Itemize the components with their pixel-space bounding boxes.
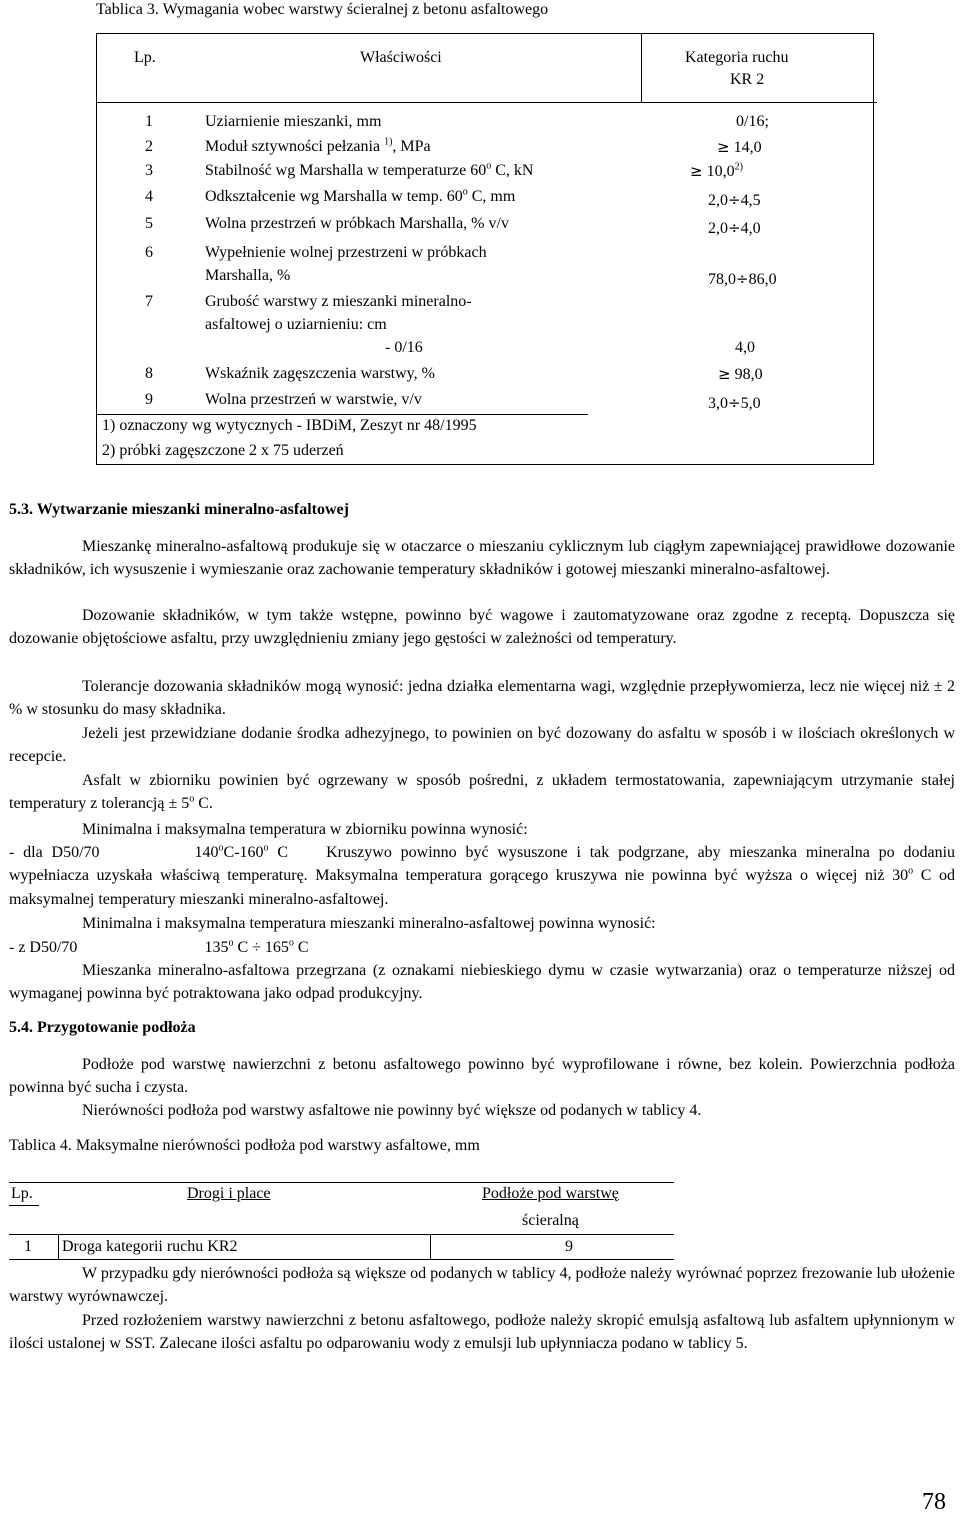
table3-row-4-prop: Odkształcenie wg Marshalla w temp. 60$^o$ C, mm bbox=[205, 186, 516, 205]
section-5-3-paragraph-8: Minimalna i maksymalna temperatura mieszanki mineralno-asfaltowej powinna wynosić: bbox=[82, 915, 656, 932]
table3-row-5-n: 5 bbox=[145, 215, 153, 232]
after-table4-paragraph-2: Przed rozłożeniem warstwy nawierzchni z betonu asfaltowego, podłoże należy skropić emulsją asfaltową lub asfaltem upłynnionym w ilości ustalonej w SST. Zalecane ilości asfaltu po odparowaniu wody z emulsji lub upłynniacza podano w tablicy 5. bbox=[9, 1312, 955, 1353]
table3-row-9-n: 9 bbox=[145, 391, 153, 408]
table3-row-7-prop-l2: asfaltowej o uziarnieniu: cm bbox=[205, 316, 387, 333]
table3-row-8-n: 8 bbox=[145, 365, 153, 382]
table3-header-properties: Właściwości bbox=[360, 49, 442, 66]
table3-row-1-prop: Uziarnienie mieszanki, mm bbox=[205, 113, 382, 130]
table3-row-4-val: 2,0÷4,5 bbox=[708, 191, 761, 209]
table3-row-9-prop: Wolna przestrzeń w warstwie, v/v bbox=[205, 391, 422, 408]
table3-footnote-rule bbox=[97, 414, 588, 415]
section-5-3-paragraph-9: - z D50/70 135$^o$ $C \div 165^o$ C bbox=[9, 937, 309, 956]
table3-row-8-prop: Wskaźnik zagęszczenia warstwy, % bbox=[205, 365, 435, 382]
table3-row-3-val: ≥ $10,0^{2)}$ bbox=[690, 161, 743, 180]
table4-caption: Tablica 4. Maksymalne nierówności podłoża pod warstwy asfaltowe, mm bbox=[9, 1137, 480, 1154]
table3-header-rule bbox=[97, 102, 877, 103]
table4-row-1-value: 9 bbox=[565, 1238, 573, 1255]
table3-caption: Tablica 3. Wymagania wobec warstwy ścieralnej z betonu asfaltowego bbox=[96, 1, 549, 18]
table4-lp-underline bbox=[9, 1205, 39, 1206]
table4-header-roads: Drogi i place bbox=[187, 1185, 271, 1202]
table3-footnote-2: 2) próbki zagęszczone 2 x 75 uderzeń bbox=[102, 442, 344, 459]
table3-row-2-prop: Moduł sztywności pełzania $^{1)}$, MPa bbox=[205, 136, 431, 155]
table3-row-8-val: ≥ 98,0 bbox=[718, 365, 763, 383]
table3-row-7-prop-l3: - 0/16 bbox=[385, 339, 423, 356]
table3-row-6-n: 6 bbox=[145, 244, 153, 261]
section-5-4-paragraph-1: Podłoże pod warstwę nawierzchni z betonu asfaltowego powinno być wyprofilowane i równe, bez kolein. Powierzchnia podłoża powinna być sucha i czysta. bbox=[9, 1056, 955, 1097]
table3-header-category-l2: KR 2 bbox=[730, 71, 765, 88]
table4-header-lp: Lp. bbox=[11, 1185, 33, 1202]
section-5-3-paragraph-5: Asfalt w zbiorniku powinien być ogrzewany w sposób pośredni, z układem termostatowania, zapewniającym utrzymanie stałej temperatury z tolerancją ± $5^o$ C. bbox=[9, 772, 955, 813]
table4-top-rule bbox=[9, 1182, 674, 1183]
section-5-3-paragraph-1: Mieszankę mineralno-asfaltową produkuje się w otaczarce o mieszaniu cyklicznym lub ciągłym zapewniającej prawidłowe dozowanie składników, ich wysuszenie i wymieszanie oraz zachowanie temperatury składników i gotowej mieszanki mineralno-asfaltowej. bbox=[9, 538, 955, 579]
table3-row-3-n: 3 bbox=[145, 162, 153, 179]
table3-header-lp: Lp. bbox=[134, 49, 156, 66]
table4-col1-divider bbox=[58, 1234, 59, 1259]
table3-row-5-prop: Wolna przestrzeń w próbkach Marshalla, % v/v bbox=[205, 215, 509, 232]
table3-header-category-l1: Kategoria ruchu bbox=[685, 49, 789, 66]
section-5-3-paragraph-3: Tolerancje dozowania składników mogą wynosić: jedna działka elementarna wagi, względnie przepływomierza, lecz nie więcej niż ± 2 % w stosunku do masy składnika. bbox=[9, 678, 955, 719]
section-5-3-paragraph-6: Minimalna i maksymalna temperatura w zbiorniku powinna wynosić: bbox=[82, 821, 528, 838]
table3-row-5-val: 2,0÷4,0 bbox=[708, 219, 761, 237]
section-5-3-paragraph-2: Dozowanie składników, w tym także wstępne, powinno być wagowe i zautomatyzowane oraz zgodne z receptą. Dopuszcza się dozowanie objętościowe asfaltu, przy uwzględnieniu zmiany jego gęstości w zależności od temperatury. bbox=[9, 607, 955, 648]
table4-col2-divider bbox=[430, 1234, 431, 1259]
after-table4-paragraph-1: W przypadku gdy nierówności podłoża są większe od podanych w tablicy 4, podłoże należy wyrównać poprzez frezowanie lub ułożenie warstwy wyrównawczej. bbox=[9, 1265, 955, 1306]
table3-footnote-1: 1) oznaczony wg wytycznych - IBDiM, Zeszyt nr 48/1995 bbox=[102, 417, 477, 434]
section-5-3-paragraph-10: Mieszanka mineralno-asfaltowa przegrzana (z oznakami niebieskiego dymu w czasie wytwarzania) oraz o temperaturze niższej od wymaganej powinna być potraktowana jako odpad produkcyjny. bbox=[9, 962, 955, 1003]
page-number: 78 bbox=[922, 1489, 946, 1515]
table4-header-base-l1: Podłoże pod warstwę bbox=[482, 1185, 619, 1202]
table4-header-rule bbox=[9, 1234, 674, 1235]
table3-row-4-n: 4 bbox=[145, 188, 153, 205]
table4-header-base-l2: ścieralną bbox=[522, 1212, 579, 1229]
table3-row-6-val: 78,0÷86,0 bbox=[708, 270, 777, 288]
table3-row-6-prop-l2: Marshalla, % bbox=[205, 267, 291, 284]
table3-row-2-val: ≥ 14,0 bbox=[717, 138, 762, 156]
section-5-3-paragraph-7: - dla D50/70 140$^o$C-160$^o$ C Kruszywo powinno być wysuszone i tak podgrzane, aby mieszanka mineralna po dodaniu wypełniacza uzyskała właściwą temperaturę. Maksymalna temperatura gorącego kruszywa nie powinna być wyższa o więcej niż 30$^o$ C od maksymalnej temperatury mieszanki mineralno-asfaltowej. bbox=[9, 842, 956, 908]
section-5-4-paragraph-2: Nierówności podłoża pod warstwy asfaltowe nie powinny być większe od podanych w tablicy 4. bbox=[82, 1102, 702, 1119]
table3-header-divider bbox=[641, 34, 642, 102]
table4-bottom-rule bbox=[9, 1259, 674, 1260]
section-5-3-heading: 5.3. Wytwarzanie mieszanki mineralno-asfaltowej bbox=[9, 501, 349, 518]
table4-row-1-n: 1 bbox=[24, 1238, 32, 1255]
section-5-3-paragraph-4: Jeżeli jest przewidziane dodanie środka adhezyjnego, to powinien on być dozowany do asfaltu w sposób i w ilościach określonych w recepcie. bbox=[9, 725, 955, 766]
table3-row-7-n: 7 bbox=[145, 293, 153, 310]
table3-row-2-n: 2 bbox=[145, 138, 153, 155]
table3-row-9-val: 3,0÷5,0 bbox=[708, 394, 761, 412]
table3-row-7-prop-l1: Grubość warstwy z mieszanki mineralno- bbox=[205, 293, 472, 310]
table3-row-6-prop-l1: Wypełnienie wolnej przestrzeni w próbkach bbox=[205, 244, 487, 261]
table3-row-1-val: 0/16; bbox=[736, 113, 769, 130]
table3-row-7-val: 4,0 bbox=[735, 339, 755, 356]
table3-row-3-prop: Stabilność wg Marshalla w temperaturze 60$^o$ C, kN bbox=[205, 160, 534, 179]
table3-row-1-n: 1 bbox=[145, 113, 153, 130]
section-5-4-heading: 5.4. Przygotowanie podłoża bbox=[9, 1019, 196, 1036]
table4-row-1-road: Droga kategorii ruchu KR2 bbox=[62, 1238, 238, 1255]
